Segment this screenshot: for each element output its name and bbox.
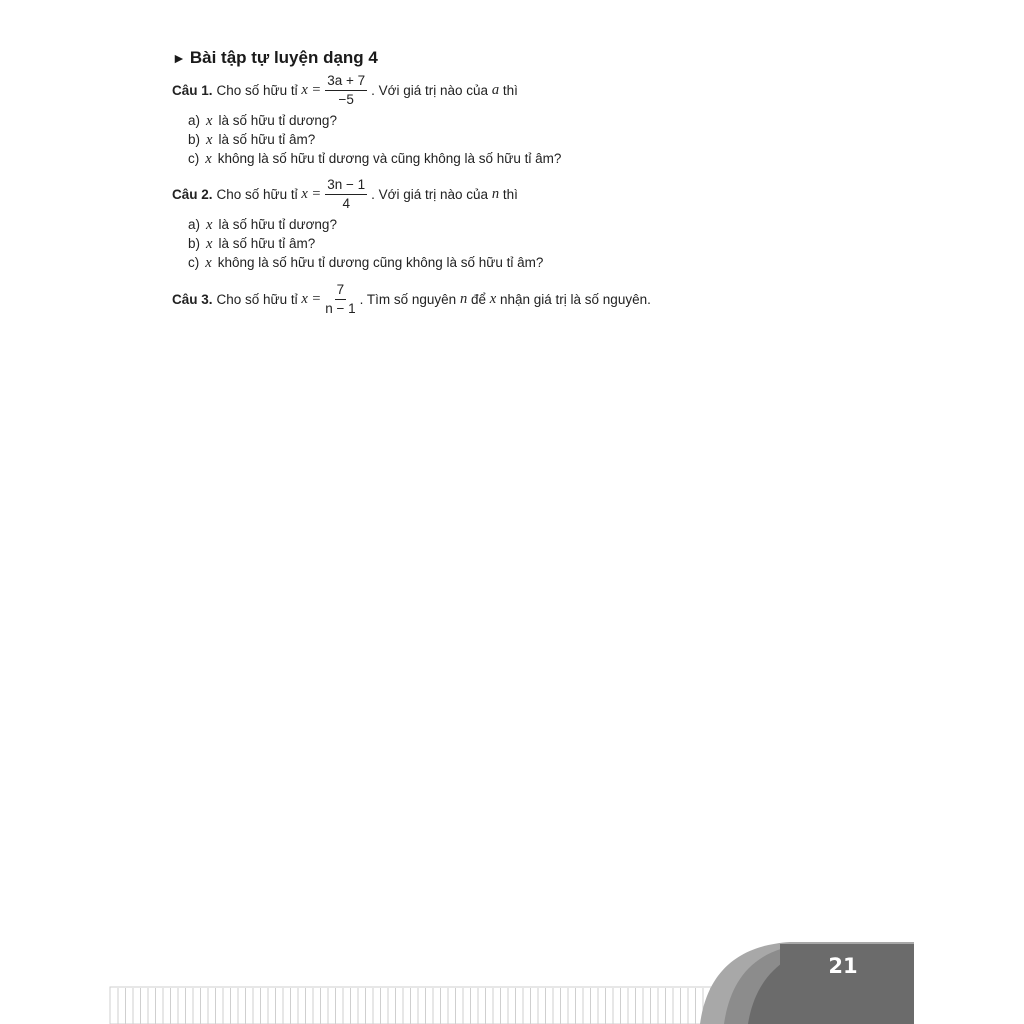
question-1-item-c: c) x không là số hữu tỉ dương và cũng không là số hữu tỉ âm? [188,151,562,167]
question-3-rest: . Tìm số nguyên [359,292,457,308]
question-3-denominator: n − 1 [325,301,356,317]
question-1-item-a: a) x là số hữu tỉ dương? [188,113,337,129]
question-3-variable: n [459,291,468,308]
page-number: 21 [828,954,858,978]
question-2-item-c: c) x không là số hữu tỉ dương cũng không là số hữu tỉ âm? [188,255,544,271]
question-2-rest: . Với giá trị nào của [371,187,489,203]
question-2-tail: thì [502,187,518,203]
question-1-variable: a [491,82,500,99]
question-2-intro: Cho số hữu tỉ [216,187,298,203]
question-2-denominator: 4 [342,196,350,212]
question-2-item-a: a) x là số hữu tỉ dương? [188,217,337,233]
section-title: Bài tập tự luyện dạng 4 [189,48,378,67]
question-1-rest: . Với giá trị nào của [371,83,489,99]
question-3-fraction [325,282,355,317]
footer-stripe-border [110,987,750,1024]
play-arrow-icon: ► [172,50,186,66]
question-3-variable-2: x [489,291,497,308]
question-2-lhs: x = [301,186,322,203]
question-1-lhs: x = [301,82,322,99]
question-2 [172,177,518,212]
question-1-denominator: −5 [338,92,354,108]
question-1-tail: thì [502,83,518,99]
question-1-label: Câu 1. [172,83,213,99]
page-footer-decoration [0,940,1024,1024]
question-1-intro: Cho số hữu tỉ [216,83,298,99]
question-1-fraction [325,73,367,108]
question-1 [172,73,518,108]
question-1-item-b: b) x là số hữu tỉ âm? [188,132,316,148]
question-2-label: Câu 2. [172,187,213,203]
question-3 [172,282,651,317]
footer-stripes [110,987,750,1024]
question-3-label: Câu 3. [172,292,213,308]
section-heading [172,48,378,68]
question-2-variable: n [491,186,500,203]
question-3-lhs: x = [301,291,322,308]
question-3-intro: Cho số hữu tỉ [216,292,298,308]
question-2-fraction [325,177,367,212]
question-2-item-b: b) x là số hữu tỉ âm? [188,236,316,252]
question-3-numerator: 7 [335,282,347,300]
question-2-numerator: 3n − 1 [325,177,367,195]
question-3-tail: nhận giá trị là số nguyên. [499,292,651,308]
question-3-mid: để [470,292,487,308]
question-1-numerator: 3a + 7 [325,73,367,91]
